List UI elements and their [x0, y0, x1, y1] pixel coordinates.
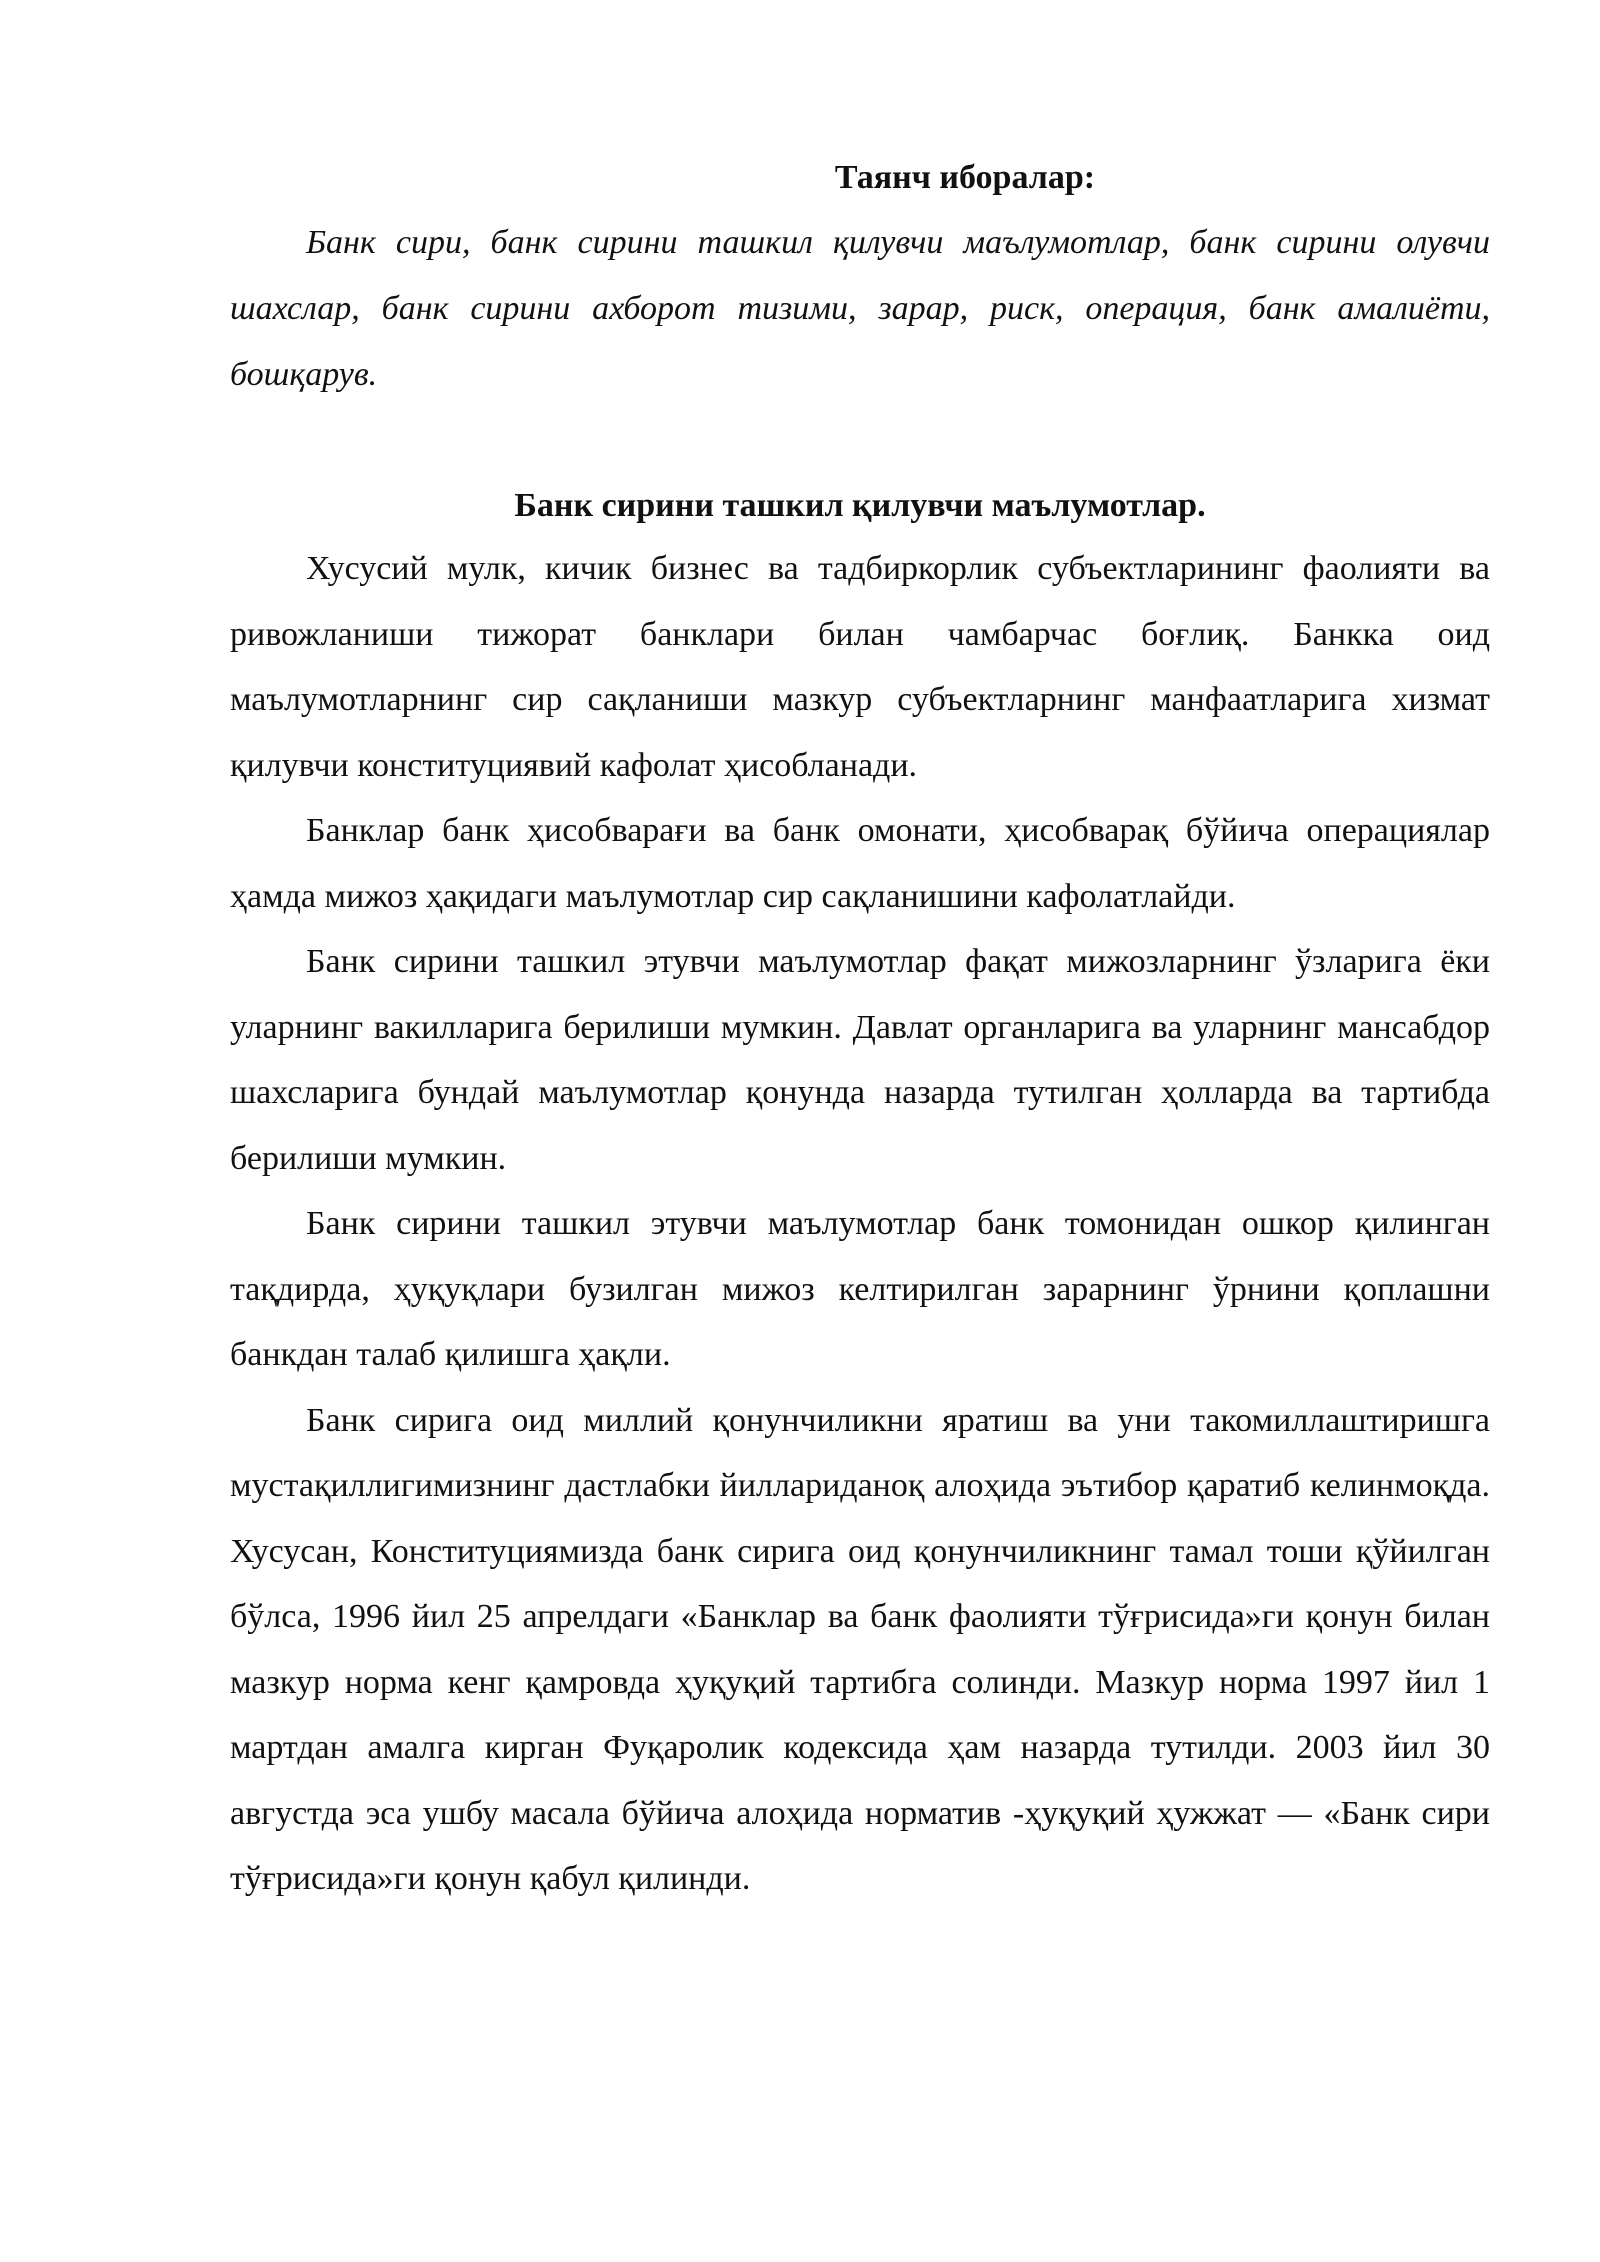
section-body — [230, 536, 1490, 1912]
keywords-text: Банк сири, банк сирини ташкил қилувчи маълумотлар, банк сирини олувчи шахслар, банк сирини ахборот тизими, зарар, риск, операция, банк амалиёти, бошқарув. — [230, 224, 1490, 393]
paragraph: Хусусий мулк, кичик бизнес ва тадбиркорлик субъектларининг фаолияти ва ривожланиши тижорат банклари билан чамбарчас боғлиқ. Банкка оид маълумотларнинг сир сақланиши мазкур субъектларнинг манфаатларига хизмат қилувчи конституциявий кафолат ҳисобланади. — [230, 550, 1490, 784]
paragraph: Банк сирини ташкил этувчи маълумотлар банк томонидан ошкор қилинган тақдирда, ҳуқуқлари бузилган мижоз келтирилган зарарнинг ўрнини қоплашни банкдан талаб қилишга ҳақли. — [230, 1205, 1490, 1373]
paragraph: Банк сирини ташкил этувчи маълумотлар фақат мижозларнинг ўзларига ёки уларнинг вакилларига берилиши мумкин. Давлат органларига ва уларнинг мансабдор шахсларига бундай маълумотлар қонунда назарда тутилган ҳолларда ва тартибда берилиши мумкин. — [230, 943, 1490, 1177]
paragraph: Банк сирига оид миллий қонунчиликни яратиш ва уни такомиллаштиришга мустақиллигимизнинг дастлабки йиллариданоқ алоҳида эътибор қаратиб келинмоқда. Хусусан, Конституциямизда банк сирига оид қонунчиликнинг тамал тоши қўйилган бўлса, 1996 йил 25 апрелдаги «Банклар ва банк фаолияти тўғрисида»ги қонун билан мазкур норма кенг қамровда ҳуқуқий тартибга солинди. Мазкур норма 1997 йил 1 мартдан амалга кирган Фуқаролик кодексида ҳам назарда тутилди. 2003 йил 30 августда эса ушбу масала бўйича алоҳида норматив -ҳуқуқий ҳужжат — «Банк сири тўғрисида»ги қонун қабул қилинди. — [230, 1401, 1490, 1897]
section-heading: Банк сирини ташкил қилувчи маълумотлар. — [514, 487, 1206, 524]
keywords-heading: Таянч иборалар: — [834, 159, 1096, 196]
paragraph: Банклар банк ҳисобварағи ва банк омонати, ҳисобварақ бўйича операциялар ҳамда мижоз ҳақидаги маълумотлар сир сақланишини кафолатлайди. — [230, 812, 1490, 915]
